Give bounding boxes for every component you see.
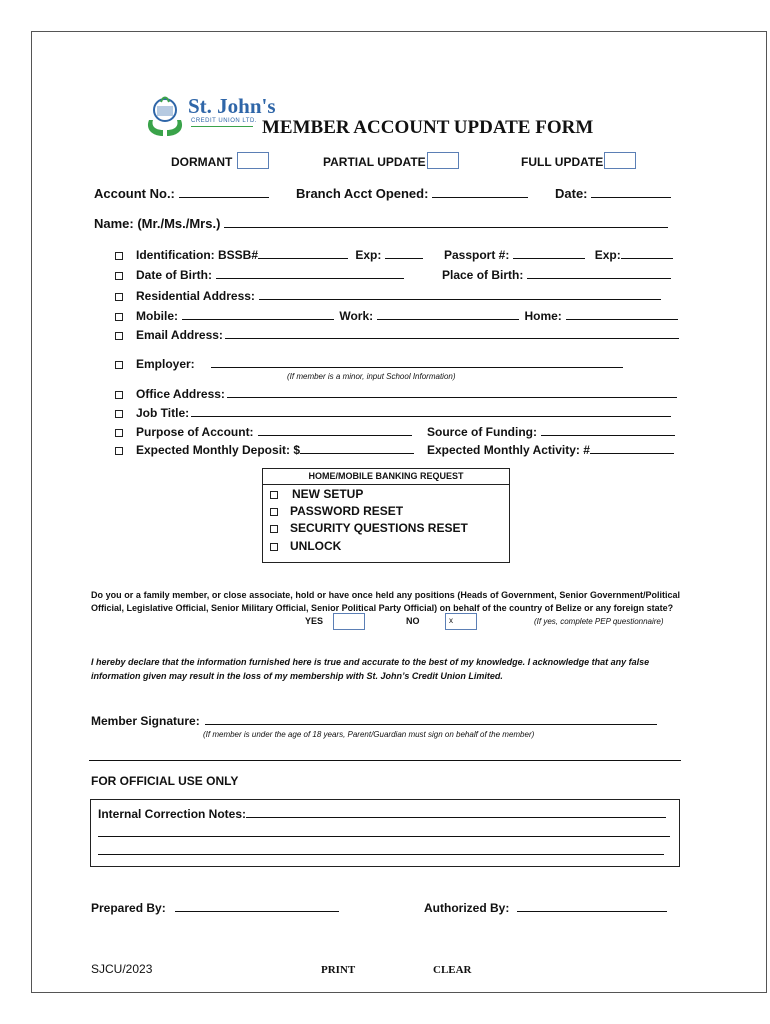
employer-label: Employer: — [136, 357, 195, 371]
employer-field[interactable] — [211, 355, 623, 368]
mobile-checkbox[interactable] — [115, 313, 123, 321]
partial-update-checkbox[interactable] — [427, 152, 459, 169]
exp-field[interactable] — [385, 246, 423, 259]
identification-checkbox[interactable] — [115, 252, 123, 260]
employer-note: (If member is a minor, input School Information) — [287, 372, 456, 381]
logo-emblem-icon — [143, 90, 187, 138]
prepared-by-label: Prepared By: — [91, 901, 166, 915]
mobile-field[interactable] — [182, 307, 334, 320]
form-title: MEMBER ACCOUNT UPDATE FORM — [262, 117, 594, 138]
logo-rule — [191, 126, 253, 127]
pep-no-label: NO — [406, 616, 420, 626]
work-label: Work: — [339, 309, 374, 323]
residential-label: Residential Address: — [136, 289, 255, 303]
password-reset-checkbox[interactable] — [270, 508, 278, 516]
pep-yes-label: YES — [305, 616, 324, 626]
new-setup-label: NEW SETUP — [292, 487, 364, 501]
date-label: Date: — [555, 186, 588, 201]
security-reset-label: SECURITY QUESTIONS RESET — [290, 521, 468, 535]
declaration-text: I hereby declare that the information furnished here is true and accurate to the best of my knowledge. I acknowledge that any false information given may result in the loss of my membership with St. John’s Credit Union Limited. — [91, 657, 650, 681]
correction-notes-line-2[interactable] — [98, 824, 670, 837]
home-field[interactable] — [566, 307, 678, 320]
work-field[interactable] — [377, 307, 519, 320]
email-field[interactable] — [225, 326, 679, 339]
account-no-field[interactable] — [179, 185, 269, 198]
name-label: Name: (Mr./Ms./Mrs.) — [94, 216, 221, 231]
purpose-checkbox[interactable] — [115, 429, 123, 437]
dob-label: Date of Birth: — [136, 268, 212, 282]
pob-label: Place of Birth: — [442, 268, 524, 282]
activity-field[interactable] — [590, 441, 674, 454]
job-title-field[interactable] — [191, 404, 671, 417]
security-reset-checkbox[interactable] — [270, 525, 278, 533]
signature-field[interactable] — [205, 712, 657, 725]
partial-update-label: PARTIAL UPDATE — [323, 155, 426, 169]
unlock-checkbox[interactable] — [270, 543, 278, 551]
deposit-checkbox[interactable] — [115, 447, 123, 455]
office-field[interactable] — [227, 385, 677, 398]
passport-exp-label: Exp: — [594, 248, 621, 262]
prepared-by-field[interactable] — [175, 899, 339, 912]
purpose-label: Purpose of Account: — [136, 425, 254, 439]
passport-exp-field[interactable] — [621, 246, 673, 259]
purpose-field[interactable] — [258, 423, 412, 436]
mobile-label: Mobile: — [136, 309, 178, 323]
residential-field[interactable] — [259, 287, 661, 300]
dormant-label: DORMANT — [171, 155, 233, 169]
authorized-by-field[interactable] — [517, 899, 667, 912]
home-label: Home: — [524, 309, 562, 323]
dob-field[interactable] — [216, 266, 404, 279]
banking-request-heading: HOME/MOBILE BANKING REQUEST — [263, 469, 509, 485]
deposit-field[interactable] — [300, 441, 414, 454]
correction-notes-line-1[interactable] — [246, 805, 666, 818]
correction-notes-label: Internal Correction Notes: — [98, 807, 247, 821]
option-password-reset[interactable] — [270, 504, 403, 518]
identification-field[interactable] — [258, 246, 348, 259]
deposit-label: Expected Monthly Deposit: $ — [136, 443, 301, 457]
name-field[interactable] — [224, 215, 668, 228]
signature-note: (If member is under the age of 18 years, Parent/Guardian must sign on behalf of the member) — [203, 730, 535, 739]
banking-request-box — [262, 468, 510, 563]
clear-button[interactable]: CLEAR — [433, 964, 472, 976]
option-new-setup[interactable] — [270, 487, 363, 501]
source-label: Source of Funding: — [427, 425, 537, 439]
office-checkbox[interactable] — [115, 391, 123, 399]
dob-checkbox[interactable] — [115, 272, 123, 280]
logo-subtitle: CREDIT UNION LTD. — [191, 118, 257, 124]
unlock-label: UNLOCK — [290, 539, 342, 553]
option-unlock[interactable] — [270, 539, 341, 553]
account-no-label: Account No.: — [94, 186, 175, 201]
pep-note: (If yes, complete PEP questionnaire) — [534, 617, 664, 626]
divider — [89, 760, 681, 761]
print-button[interactable]: PRINT — [321, 964, 356, 976]
job-title-label: Job Title: — [136, 406, 190, 420]
pep-question: Do you or a family member, or close associate, hold or have once held any positions (Heads of Government, Senior Government/Political Official, Legislative Official, Senior Military Official, Senior Political Party Official) on behalf of the country of Belize or any foreign state? — [91, 590, 680, 613]
email-checkbox[interactable] — [115, 332, 123, 340]
full-update-label: FULL UPDATE — [521, 155, 604, 169]
official-heading: FOR OFFICIAL USE ONLY — [91, 774, 239, 788]
email-label: Email Address: — [136, 328, 223, 342]
activity-label: Expected Monthly Activity: # — [427, 443, 590, 457]
date-field[interactable] — [591, 185, 671, 198]
new-setup-checkbox[interactable] — [270, 491, 278, 499]
signature-label: Member Signature: — [91, 714, 200, 728]
dormant-checkbox[interactable] — [237, 152, 269, 169]
pob-field[interactable] — [527, 266, 671, 279]
form-code: SJCU/2023 — [91, 962, 153, 976]
password-reset-label: PASSWORD RESET — [290, 504, 404, 518]
logo-name: St. John's — [188, 94, 276, 118]
full-update-checkbox[interactable] — [604, 152, 636, 169]
source-field[interactable] — [541, 423, 675, 436]
exp-label: Exp: — [355, 248, 382, 262]
authorized-by-label: Authorized By: — [424, 901, 510, 915]
correction-notes-box — [90, 799, 680, 867]
branch-field[interactable] — [432, 185, 528, 198]
correction-notes-line-3[interactable] — [98, 842, 664, 855]
job-title-checkbox[interactable] — [115, 410, 123, 418]
passport-field[interactable] — [513, 246, 585, 259]
option-security-reset[interactable] — [270, 521, 468, 535]
residential-checkbox[interactable] — [115, 293, 123, 301]
identification-label: Identification: BSSB# — [136, 248, 259, 262]
passport-label: Passport #: — [444, 248, 510, 262]
pep-no-checkbox[interactable]: x — [445, 613, 477, 630]
pep-yes-checkbox[interactable] — [333, 613, 365, 630]
employer-checkbox[interactable] — [115, 361, 123, 369]
branch-label: Branch Acct Opened: — [296, 186, 429, 201]
office-label: Office Address: — [136, 387, 225, 401]
